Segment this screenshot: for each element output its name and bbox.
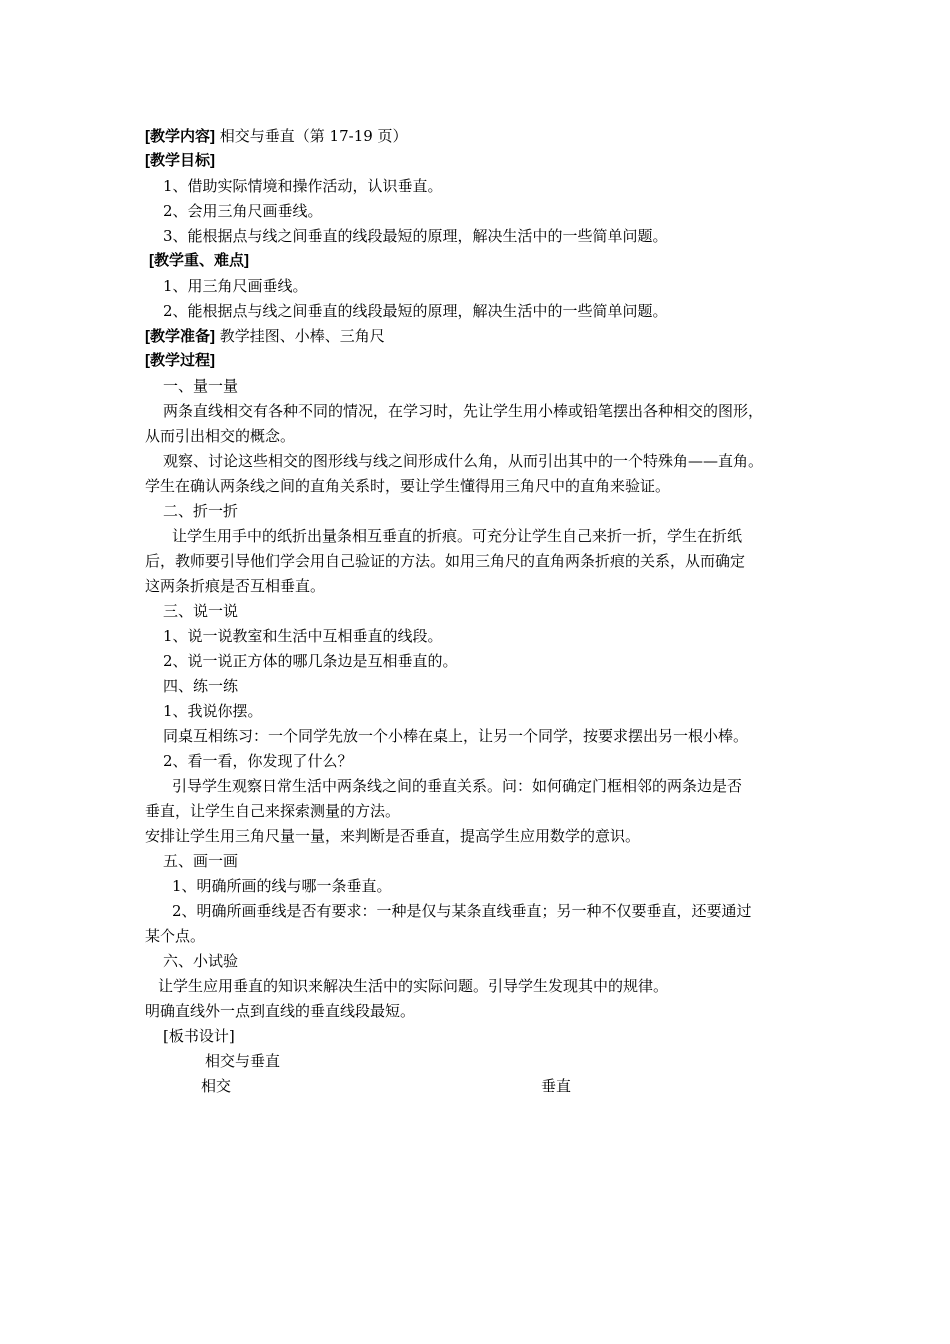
board-title: 相交与垂直 bbox=[205, 1052, 281, 1070]
content-text: 相交与垂直（第 17-19 页） bbox=[219, 127, 408, 145]
process-heading: [教学过程] bbox=[145, 352, 215, 369]
key-point-item: 2、能根据点与线之间垂直的线段最短的原理，解决生活中的一些简单问题。 bbox=[163, 302, 668, 320]
section-heading: 一、量一量 bbox=[163, 377, 239, 395]
process-line: 这两条折痕是否互相垂直。 bbox=[145, 577, 326, 595]
process-line: 后，教师要引导他们学会用自己验证的方法。如用三角尺的直角两条折痕的关系，从而确定 bbox=[145, 552, 746, 570]
process-line: 安排让学生用三角尺量一量，来判断是否垂直，提高学生应用数学的意识。 bbox=[145, 827, 641, 845]
content-line bbox=[145, 127, 408, 146]
process-line: 垂直，让学生自己来探索测量的方法。 bbox=[145, 802, 401, 820]
preparation-line bbox=[145, 327, 385, 346]
section-heading: 五、画一画 bbox=[163, 852, 239, 870]
section-heading: 三、说一说 bbox=[163, 602, 239, 620]
process-line: 两条直线相交有各种不同的情况，在学习时，先让学生用小棒或铅笔摆出各种相交的图形， bbox=[163, 402, 764, 420]
process-line: 2、明确所画垂线是否有要求：一种是仅与某条直线垂直；另一种不仅要垂直，还要通过 bbox=[172, 902, 752, 920]
board-heading: [板书设计] bbox=[163, 1027, 235, 1045]
process-line: 2、看一看，你发现了什么？ bbox=[163, 752, 353, 770]
content-label: [教学内容] bbox=[145, 128, 215, 145]
objective-item: 1、借助实际情境和操作活动，认识垂直。 bbox=[163, 177, 443, 195]
process-line: 同桌互相练习：一个同学先放一个小棒在桌上，让另一个同学，按要求摆出另一根小棒。 bbox=[163, 727, 749, 745]
process-line: 观察、讨论这些相交的图形线与线之间形成什么角，从而引出其中的一个特殊角——直角。 bbox=[163, 452, 764, 470]
process-line: 让学生应用垂直的知识来解决生活中的实际问题。引导学生发现其中的规律。 bbox=[158, 977, 669, 995]
section-heading: 四、练一练 bbox=[163, 677, 239, 695]
objectives-heading: [教学目标] bbox=[145, 152, 215, 169]
process-line: 学生在确认两条线之间的直角关系时，要让学生懂得用三角尺中的直角来验证。 bbox=[145, 477, 671, 495]
board-left-label: 相交 bbox=[201, 1077, 232, 1095]
board-right-label: 垂直 bbox=[541, 1077, 572, 1095]
key-point-item: 1、用三角尺画垂线。 bbox=[163, 277, 308, 295]
process-line: 某个点。 bbox=[145, 927, 206, 945]
process-line: 明确直线外一点到直线的垂直线段最短。 bbox=[145, 1002, 416, 1020]
key-points-heading: [教学重、难点] bbox=[149, 252, 249, 269]
process-line: 1、我说你摆。 bbox=[163, 702, 263, 720]
preparation-label: [教学准备] bbox=[145, 328, 215, 345]
section-heading: 六、小试验 bbox=[163, 952, 239, 970]
objective-item: 2、会用三角尺画垂线。 bbox=[163, 202, 323, 220]
objective-item: 3、能根据点与线之间垂直的线段最短的原理，解决生活中的一些简单问题。 bbox=[163, 227, 668, 245]
process-line: 让学生用手中的纸折出量条相互垂直的折痕。可充分让学生自己来折一折，学生在折纸 bbox=[172, 527, 743, 545]
process-line: 2、说一说正方体的哪几条边是互相垂直的。 bbox=[163, 652, 458, 670]
process-line: 从而引出相交的概念。 bbox=[145, 427, 296, 445]
process-line: 1、明确所画的线与哪一条垂直。 bbox=[172, 877, 392, 895]
process-line: 引导学生观察日常生活中两条线之间的垂直关系。问：如何确定门框相邻的两条边是否 bbox=[172, 777, 743, 795]
preparation-text: 教学挂图、小棒、三角尺 bbox=[219, 327, 385, 345]
section-heading: 二、折一折 bbox=[163, 502, 239, 520]
process-line: 1、说一说教室和生活中互相垂直的线段。 bbox=[163, 627, 443, 645]
